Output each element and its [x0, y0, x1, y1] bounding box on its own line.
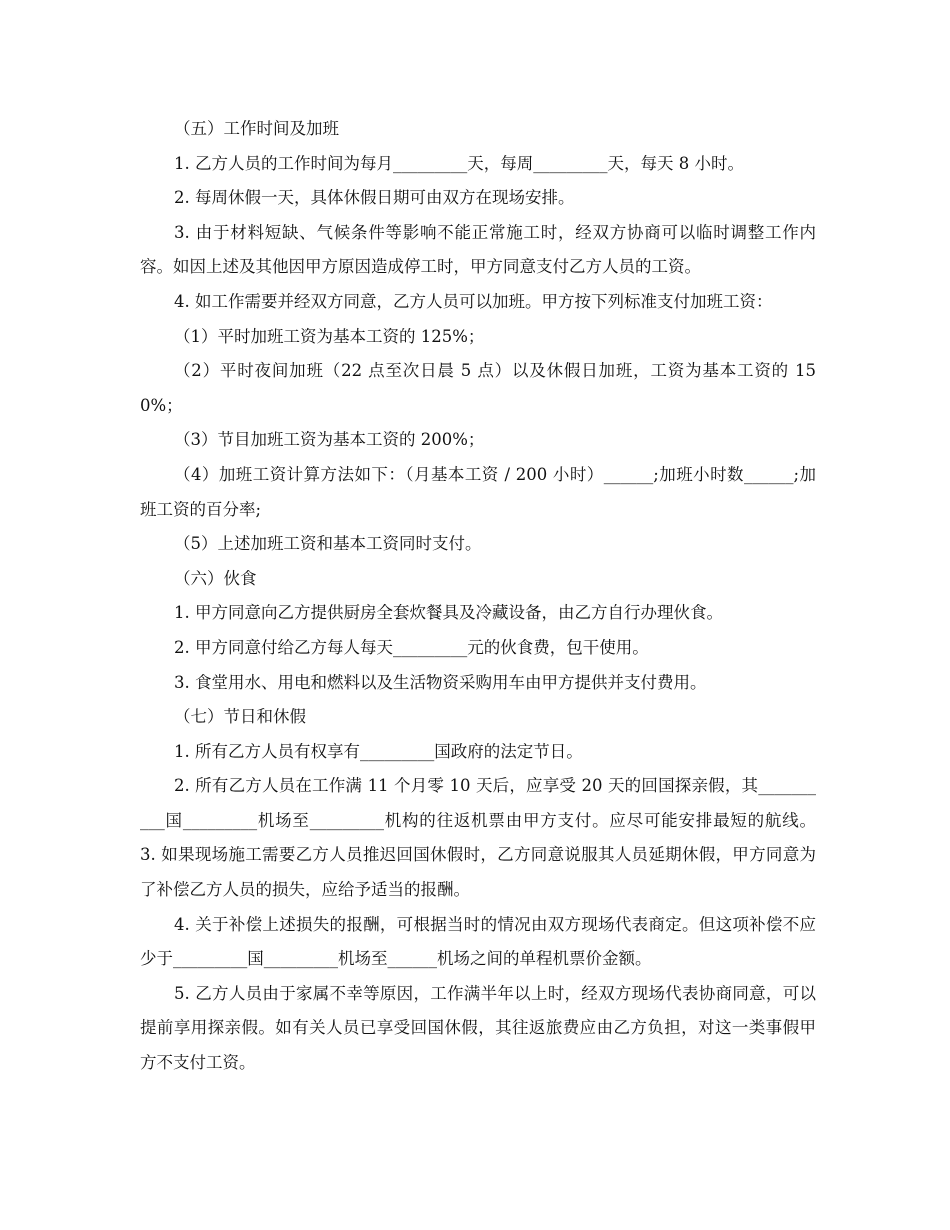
paragraph: （1）平时加班工资为基本工资的 125%； — [174, 326, 485, 346]
document-page — [140, 112, 848, 1081]
section-heading-holidays: （七）节日和休假 — [174, 707, 306, 727]
paragraph: 2. 每周休假一天，具体休假日期可由双方在现场安排。 — [174, 188, 575, 208]
paragraph: （4）加班工资计算方法如下：（月基本工资 / 200 小时）______;加班小时数______;加班工资的百分率; — [140, 464, 816, 519]
paragraph: （3）节目加班工资为基本工资的 200%； — [174, 430, 485, 450]
paragraph: 4. 关于补偿上述损失的报酬，可根据当时的情况由双方现场代表商定。但这项补偿不应少于_________国_________机场至______机场之间的单程机票价金额。 — [140, 914, 816, 969]
paragraph: 3. 由于材料短缺、气候条件等影响不能正常施工时，经双方协商可以临时调整工作内容。如因上述及其他因甲方原因造成停工时，甲方同意支付乙方人员的工资。 — [140, 222, 816, 277]
paragraph: 1. 甲方同意向乙方提供厨房全套炊餐具及冷藏设备，由乙方自行办理伙食。 — [174, 603, 723, 623]
paragraph: （2）平时夜间加班（22 点至次日晨 5 点）以及休假日加班，工资为基本工资的 150%； — [140, 361, 816, 415]
paragraph: 4. 如工作需要并经双方同意，乙方人员可以加班。甲方按下列标准支付加班工资： — [174, 291, 773, 311]
section-heading-work-hours: （五）工作时间及加班 — [174, 119, 339, 138]
paragraph: 1. 所有乙方人员有权享有_________国政府的法定节日。 — [174, 741, 583, 761]
paragraph: 1. 乙方人员的工作时间为每月_________天，每周_________天，每天 8 小时。 — [174, 153, 744, 173]
paragraph: 3. 食堂用水、用电和燃料以及生活物资采购用车由甲方提供并支付费用。 — [174, 672, 707, 692]
paragraph: 2. 所有乙方人员在工作满 11 个月零 10 天后，应享受 20 天的回国探亲假，其__________国_________机场至_________机构的往返机票由甲方支付。应尽可能安排最短的航线。 3. 如果现场施工需要乙方人员推迟回国休假时，乙方同意说服其人员延期休假，甲方同意为了补偿乙方人员的损失，应给予适当的报酬。 — [140, 776, 848, 900]
paragraph: （5）上述加班工资和基本工资同时支付。 — [174, 534, 482, 554]
section-heading-meals: （六）伙食 — [174, 568, 257, 588]
paragraph: 5. 乙方人员由于家属不幸等原因，工作满半年以上时，经双方现场代表协商同意，可以提前享用探亲假。如有关人员已享受回国休假，其往返旅费应由乙方负担，对这一类事假甲方不支付工资。 — [140, 983, 816, 1073]
paragraph: 2. 甲方同意付给乙方每人每天_________元的伙食费，包干使用。 — [174, 637, 649, 657]
